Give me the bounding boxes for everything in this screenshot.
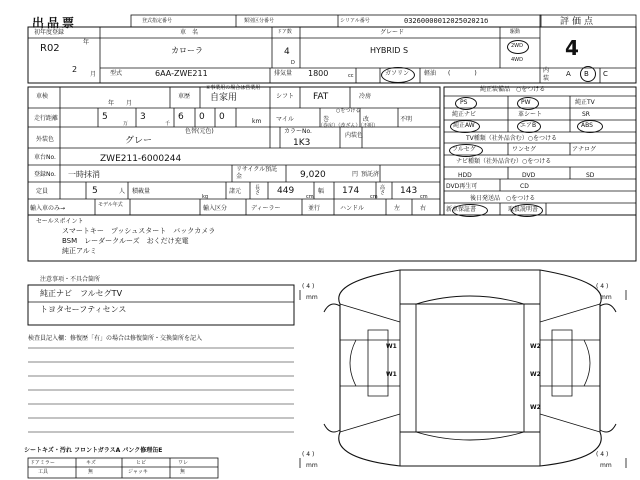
footer-val-4: 無 bbox=[180, 469, 186, 475]
tv-analog: アナログ bbox=[572, 146, 597, 153]
sales-label: セールスポイント bbox=[36, 218, 84, 225]
grade-value: HYBRID S bbox=[370, 46, 409, 55]
footer-col-4: ワレ bbox=[178, 460, 189, 466]
shift-label: シフト bbox=[276, 93, 295, 100]
chassis-number: ZWE211-6000244 bbox=[100, 154, 182, 164]
displacement-unit: cc bbox=[348, 73, 354, 79]
dvd-value: CD bbox=[520, 183, 529, 190]
mileage-d2: 3 bbox=[140, 112, 146, 122]
reg-year-unit: 年 bbox=[83, 39, 90, 46]
reg-era: R02 bbox=[40, 43, 60, 54]
recycle-unit: 円 bbox=[352, 171, 359, 178]
length-value: 449 bbox=[277, 186, 295, 196]
displacement-label: 排気量 bbox=[274, 70, 293, 77]
import-class-label: 輸入区分 bbox=[203, 205, 228, 212]
mileage-d1: 5 bbox=[102, 112, 108, 122]
tv-fullseg: フルセグ bbox=[452, 146, 476, 153]
import-only-label: 輸入車のみ→ bbox=[30, 205, 66, 212]
mileage-unit: km bbox=[252, 118, 262, 125]
footer-col-1: ドアミラー bbox=[30, 460, 55, 466]
interior-label-2: 装 bbox=[543, 75, 550, 82]
load-unit: kg bbox=[202, 194, 209, 200]
nav-title: ナビ種類（社外品含む）○をつける bbox=[456, 158, 552, 165]
grade-score: 4 bbox=[565, 36, 579, 60]
equip-aw: 純正AW bbox=[453, 122, 475, 129]
model-year-label: モデル年式 bbox=[98, 202, 123, 208]
handle-left: 左 bbox=[394, 205, 401, 212]
mileage-label: 走行距離 bbox=[34, 115, 59, 122]
reg-month: 2 bbox=[72, 65, 78, 74]
interior-color-label: 内装色 bbox=[345, 132, 364, 139]
nav-sd: SD bbox=[586, 172, 595, 179]
equip-abs: ABS bbox=[581, 122, 593, 129]
sales-line-3: 純正アルミ bbox=[62, 247, 97, 255]
height-label: 高さ bbox=[380, 185, 386, 196]
handle-label: ハンドル bbox=[340, 205, 365, 212]
equip-airbag: エアB bbox=[520, 122, 537, 129]
drive-4wd: 4WD bbox=[511, 57, 523, 63]
reg-month-unit: 月 bbox=[90, 71, 97, 78]
tire-fl-bracket: ( 4 ) bbox=[302, 283, 315, 290]
color-no: 1K3 bbox=[293, 138, 311, 148]
classification-label: 類別区分番号 bbox=[244, 18, 275, 24]
equip-tv: 純正TV bbox=[575, 99, 595, 106]
interior-a: A bbox=[566, 70, 571, 78]
interior-label-1: 内 bbox=[543, 67, 550, 74]
recycle-value: 9,020 bbox=[300, 170, 326, 180]
recycle-flag: 預託済 bbox=[361, 171, 380, 178]
import-parallel: 並行 bbox=[308, 205, 321, 212]
meter-note: ○をつける bbox=[336, 108, 361, 114]
inspector-label: 検査員記入欄：修復歴「有」の場合は修復箇所・交換箇所を記入 bbox=[28, 335, 203, 342]
fuel-diesel: 軽油 bbox=[424, 70, 437, 77]
doc-manual: 取扱説明書 bbox=[508, 206, 539, 213]
meter-rewind: 巻 bbox=[323, 116, 330, 123]
tv-oneseg: ワンセグ bbox=[512, 146, 537, 153]
drive-2wd: 2WD bbox=[511, 43, 523, 49]
exterior-color-label: 外装色 bbox=[36, 136, 55, 143]
meter-mile: マイル bbox=[276, 116, 294, 123]
color-no-label: カラーNo. bbox=[284, 128, 312, 135]
shift-value: FAT bbox=[313, 92, 329, 102]
use-note: ※事業用の場合は営業用 bbox=[206, 85, 261, 91]
footer-line: シートキズ・汚れ フロントガラスA パンク修理缶E bbox=[24, 447, 163, 454]
dvd-label: DVD再生可 bbox=[446, 183, 478, 190]
import-dealer: ディーラー bbox=[251, 205, 281, 212]
tire-fr-mm: mm bbox=[600, 294, 612, 301]
fuel-gasoline: ガソリン bbox=[385, 70, 410, 77]
displacement: 1800 bbox=[308, 69, 329, 78]
load-label: 積載量 bbox=[132, 188, 151, 195]
ac-label: 冷房 bbox=[359, 93, 372, 100]
model-type: 6AA-ZWE211 bbox=[155, 69, 208, 78]
equip-ps: PS bbox=[460, 99, 468, 106]
door-count-label: ドア数 bbox=[277, 29, 292, 35]
notes-line-2: トヨタセーフティセンス bbox=[40, 305, 127, 314]
nav-hdd: HDD bbox=[458, 172, 472, 179]
serial-label: シリアル番号 bbox=[340, 18, 370, 24]
grade-score-label: 評価点 bbox=[560, 17, 597, 27]
meter-paren: （巻戻）（改ざん）（不明） bbox=[318, 123, 379, 129]
width-value: 174 bbox=[342, 186, 360, 196]
mileage-d3: 6 bbox=[178, 112, 184, 122]
sales-line-2: BSM レーダークルーズ おくだけ充電 bbox=[62, 237, 189, 245]
height-unit: cm bbox=[420, 194, 428, 200]
capacity-unit: 人 bbox=[119, 188, 126, 195]
equip-pw: PW bbox=[521, 99, 531, 106]
interior-b: B bbox=[584, 70, 589, 78]
car-name-label: 車 名 bbox=[180, 29, 199, 36]
form-title: 出品票 bbox=[32, 16, 78, 30]
registration-value: 一時抹消 bbox=[68, 170, 100, 179]
equip-sr: SR bbox=[582, 111, 590, 118]
interior-c: C bbox=[603, 70, 608, 78]
notes-label: 注意事項・不具合箇所 bbox=[40, 276, 101, 283]
use-label: 車歴 bbox=[178, 93, 191, 100]
diagram-w1-front-left: W1 bbox=[386, 343, 397, 350]
car-name: カローラ bbox=[171, 46, 203, 55]
capacity-value: 5 bbox=[92, 186, 98, 196]
length-unit: cm bbox=[306, 194, 314, 200]
registration-label: 登録No. bbox=[34, 171, 56, 178]
tire-fl-mm: mm bbox=[306, 294, 318, 301]
inspection-ym: 年 月 bbox=[108, 100, 133, 107]
width-unit: cm bbox=[370, 194, 378, 200]
chassis-label: 車台No. bbox=[34, 154, 56, 161]
fuel-other: ( ) bbox=[448, 70, 477, 77]
recycle-label: リサイクル預託金 bbox=[236, 166, 278, 180]
exterior-color: グレー bbox=[125, 136, 153, 146]
handle-right: 右 bbox=[420, 205, 427, 212]
equip-title: 純正装備品 ○をつける bbox=[480, 86, 546, 93]
mileage-d5: 0 bbox=[219, 112, 225, 122]
serial-number: 0326000001202502021б bbox=[404, 17, 489, 25]
mileage-man: 万 bbox=[123, 121, 129, 127]
inspection-label: 車検 bbox=[36, 93, 49, 100]
equip-leather: 革シート bbox=[518, 111, 543, 118]
tire-rl-bracket: ( 4 ) bbox=[302, 451, 315, 458]
length-label: 長さ bbox=[255, 185, 261, 196]
tv-title: TV種類（社外品含む）○をつける bbox=[466, 135, 558, 142]
capacity-label: 定員 bbox=[36, 188, 49, 195]
meter-unknown: 不明 bbox=[400, 116, 413, 123]
footer-col-2: キズ bbox=[86, 460, 96, 466]
diagram-w2-roof: W2 bbox=[530, 404, 541, 411]
color-change-label: 色替(元色) bbox=[185, 128, 214, 135]
diagram-w2-rear-right: W2 bbox=[530, 371, 541, 378]
size-label: 諸元 bbox=[229, 188, 242, 195]
tire-rl-mm: mm bbox=[306, 462, 318, 469]
sales-line-1: スマートキー プッシュスタート バックカメラ bbox=[62, 227, 216, 235]
footer-col-3: ヒビ bbox=[136, 460, 147, 466]
tire-rr-mm: mm bbox=[600, 462, 612, 469]
notes-line-1: 純正ナビ フルセグTV bbox=[40, 289, 123, 298]
docs-title: 後日発送品 ○をつける bbox=[470, 195, 536, 202]
nav-dvd: DVD bbox=[522, 172, 536, 179]
footer-val-3: ジャッキ bbox=[128, 469, 148, 475]
first-reg-label: 初年度登録 bbox=[34, 29, 65, 36]
equip-navi: 純正ナビ bbox=[452, 111, 477, 118]
diagram-w1-rear-left: W1 bbox=[386, 371, 397, 378]
tire-rr-bracket: ( 4 ) bbox=[596, 451, 609, 458]
door-count: 4 bbox=[284, 47, 290, 57]
footer-val-2: 無 bbox=[88, 469, 94, 475]
door-unit: D bbox=[291, 60, 295, 66]
drive-label: 駆動 bbox=[510, 29, 521, 35]
doc-warranty: 新車保証書 bbox=[446, 206, 477, 213]
height-value: 143 bbox=[400, 186, 418, 196]
use-value: 自家用 bbox=[210, 93, 238, 103]
tire-fr-bracket: ( 4 ) bbox=[596, 283, 609, 290]
model-type-label: 型式 bbox=[110, 70, 123, 77]
footer-val-1: 工具 bbox=[38, 469, 49, 475]
mileage-sen: 千 bbox=[165, 121, 171, 127]
designation-label: 登式指定番号 bbox=[142, 18, 173, 24]
mileage-d4: 0 bbox=[199, 112, 205, 122]
meter-altered: 改 bbox=[363, 116, 370, 123]
width-label: 幅 bbox=[318, 188, 325, 195]
grade-label: グレード bbox=[380, 29, 405, 36]
diagram-w2-front-right: W2 bbox=[530, 343, 541, 350]
